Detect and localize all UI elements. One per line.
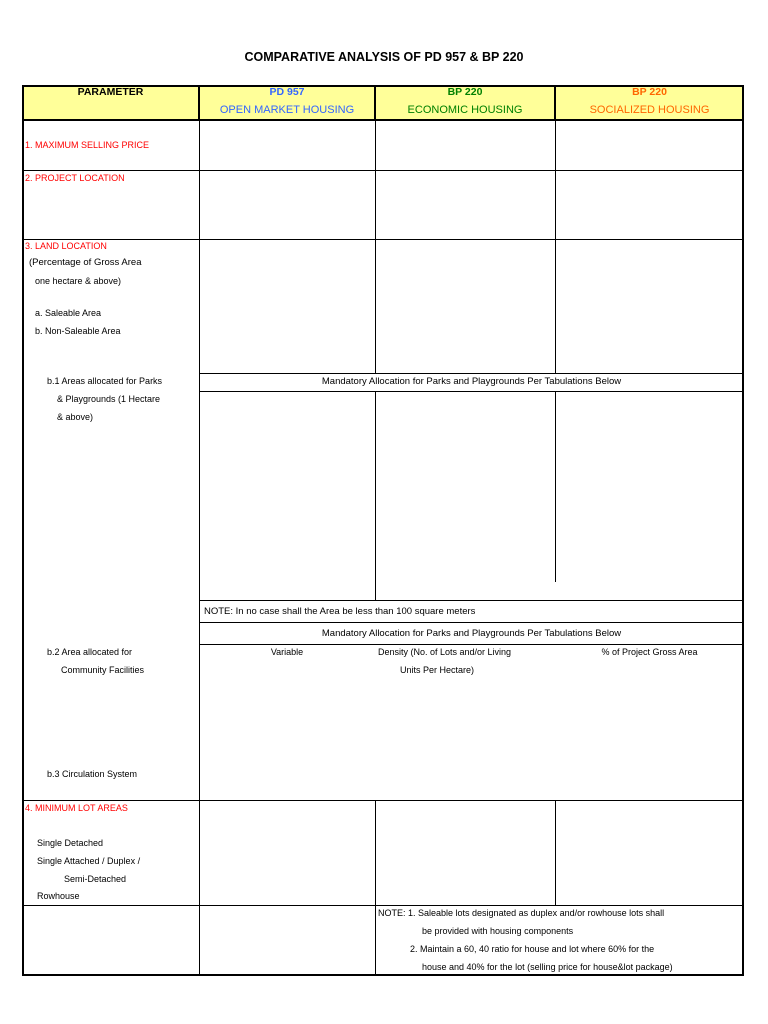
lot-note-line: 2. Maintain a 60, 40 ratio for house and lot where 60% for the (410, 944, 655, 954)
column-divider (375, 800, 376, 976)
lot-type-label: Single Attached / Duplex / (37, 856, 141, 866)
row-divider (22, 170, 744, 171)
document-title: COMPARATIVE ANALYSIS OF PD 957 & BP 220 (244, 50, 524, 64)
land-location-subtitle: one hectare & above) (35, 276, 122, 286)
subrow-divider (199, 622, 744, 623)
parks-mandatory-allocation: Mandatory Allocation for Parks and Playgrounds Per Tabulations Below (321, 376, 622, 387)
section-title-min-lot-areas: 4. MINIMUM LOT AREAS (25, 803, 128, 813)
subrow-divider (199, 373, 744, 374)
subrow-divider (199, 600, 744, 601)
header-bp220-economic-code: BP 220 (447, 86, 483, 98)
header-bp220-socialized-code: BP 220 (632, 86, 667, 98)
land-location-subtitle: (Percentage of Gross Area (29, 257, 142, 268)
lot-note-line: be provided with housing components (422, 926, 574, 936)
column-divider (555, 391, 556, 582)
community-facilities-label: b.2 Area allocated for (47, 647, 133, 657)
lot-note-line: NOTE: 1. Saleable lots designated as duplex and/or rowhouse lots shall (378, 908, 665, 918)
column-divider (555, 800, 556, 905)
row-divider (22, 239, 744, 240)
circulation-system-label: b.3 Circulation System (47, 769, 138, 779)
section-title-max-selling-price: 1. MAXIMUM SELLING PRICE (25, 140, 150, 150)
header-parameter: PARAMETER (77, 86, 144, 98)
parks-label: & above) (57, 412, 94, 422)
parks-note: NOTE: In no case shall the Area be less than 100 square meters (204, 606, 476, 617)
column-divider (555, 120, 556, 373)
column-divider (375, 391, 376, 600)
table-header-percent: % of Project Gross Area (601, 647, 698, 657)
saleable-area-label: a. Saleable Area (35, 308, 102, 318)
lot-type-label: Rowhouse (37, 891, 80, 901)
table-header-density: Density (No. of Lots and/or Living (378, 647, 512, 657)
subrow-divider (199, 644, 744, 645)
table-header-variable: Variable (270, 647, 304, 657)
table-header-density: Units Per Hectare) (400, 665, 475, 675)
community-mandatory-allocation: Mandatory Allocation for Parks and Playgrounds Per Tabulations Below (321, 628, 622, 639)
lot-type-label: Semi-Detached (64, 874, 127, 884)
row-divider (22, 905, 744, 906)
parks-label: b.1 Areas allocated for Parks (47, 376, 163, 386)
section-title-project-location: 2. PROJECT LOCATION (25, 173, 125, 183)
table-frame (22, 85, 744, 976)
header-bottom-border (22, 119, 744, 121)
header-bp220-economic-label: ECONOMIC HOUSING (407, 104, 523, 116)
header-pd957-label: OPEN MARKET HOUSING (219, 104, 355, 116)
column-divider (375, 120, 376, 373)
column-divider (199, 120, 200, 976)
header-bp220-socialized-label: SOCIALIZED HOUSING (589, 104, 710, 116)
row-divider (22, 800, 744, 801)
subrow-divider (199, 391, 744, 392)
header-pd957-code: PD 957 (269, 86, 305, 98)
lot-type-label: Single Detached (37, 838, 104, 848)
community-facilities-label: Community Facilities (61, 665, 145, 675)
section-title-land-location: 3. LAND LOCATION (25, 241, 107, 251)
non-saleable-area-label: b. Non-Saleable Area (35, 326, 121, 336)
parks-label: & Playgrounds (1 Hectare (57, 394, 161, 404)
lot-note-line: house and 40% for the lot (selling price for house&lot package) (422, 962, 673, 972)
